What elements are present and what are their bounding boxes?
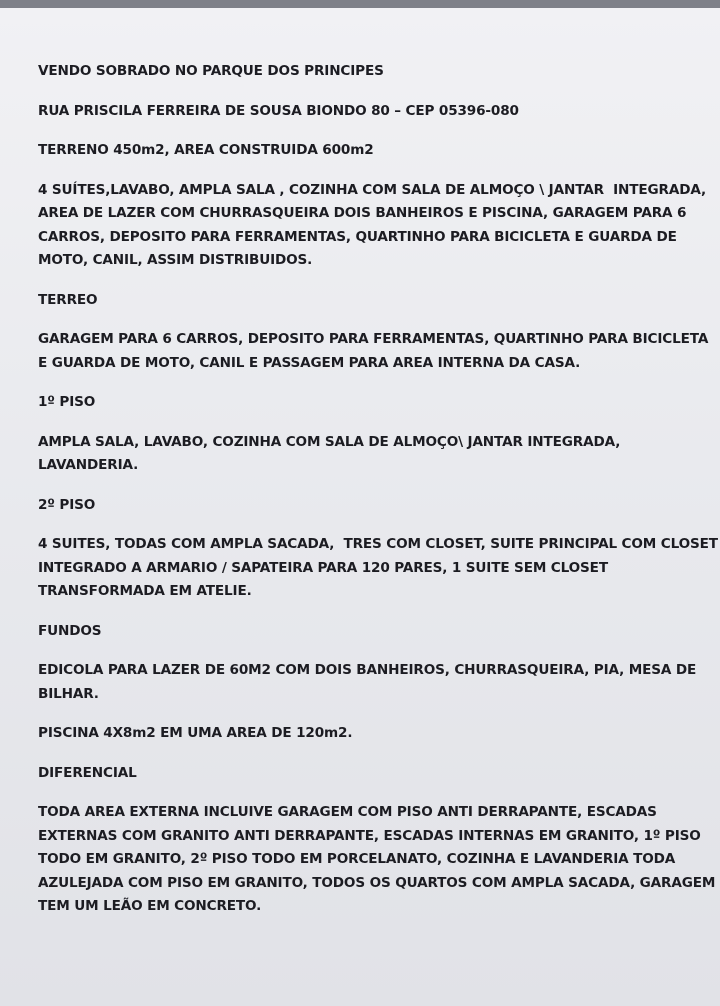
section-line: EDICOLA PARA LAZER DE 60M2 COM DOIS BANHEIROS, CHURRASQUEIRA, PIA, MESA DE — [38, 662, 697, 678]
section-body-1-piso — [38, 431, 720, 478]
listing-area: TERRENO 450m2, AREA CONSTRUIDA 600m2 — [38, 142, 374, 158]
section-line: TODO EM GRANITO, 2º PISO TODO EM PORCELANATO, COZINHA E LAVANDERIA TODA — [38, 851, 676, 867]
section-line: BILHAR. — [38, 685, 99, 702]
listing-document — [38, 60, 720, 935]
section-heading-2-piso: 2º PISO — [38, 496, 96, 513]
paper-sheet — [0, 8, 720, 1006]
summary-line: MOTO, CANIL, ASSIM DISTRIBUIDOS. — [38, 252, 313, 268]
section-line: TEM UM LEÃO EM CONCRETO. — [38, 898, 262, 914]
section-line: INTEGRADO A ARMARIO / SAPATEIRA PARA 120 PARES, 1 SUITE SEM CLOSET — [38, 559, 608, 576]
section-heading-diferencial: DIFERENCIAL — [38, 764, 137, 781]
section-line: AZULEJADA COM PISO EM GRANITO, TODOS OS QUARTOS COM AMPLA SACADA, GARAGEM — [38, 874, 716, 891]
section-heading-terreo: TERREO — [38, 291, 98, 308]
section-line: GARAGEM PARA 6 CARROS, DEPOSITO PARA FERRAMENTAS, QUARTINHO PARA BICICLETA — [38, 331, 709, 347]
section-body-terreo — [38, 328, 720, 375]
listing-title: VENDO SOBRADO NO PARQUE DOS PRINCIPES — [38, 63, 384, 79]
section-body-2-piso — [38, 533, 720, 604]
section-line: TRANSFORMADA EM ATELIE. — [38, 583, 252, 599]
pool-info: PISCINA 4X8m2 EM UMA AREA DE 120m2. — [38, 725, 353, 741]
summary-line: AREA DE LAZER COM CHURRASQUEIRA DOIS BANHEIROS E PISCINA, GARAGEM PARA 6 — [38, 205, 687, 221]
photo-top-edge — [0, 0, 720, 8]
listing-summary — [38, 179, 720, 273]
listing-address: RUA PRISCILA FERREIRA DE SOUSA BIONDO 80 – CEP 05396-080 — [38, 102, 519, 119]
summary-line: CARROS, DEPOSITO PARA FERRAMENTAS, QUARTINHO PARA BICICLETA E GUARDA DE — [38, 228, 677, 245]
section-heading-1-piso: 1º PISO — [38, 394, 96, 410]
section-line: EXTERNAS COM GRANITO ANTI DERRAPANTE, ESCADAS INTERNAS EM GRANITO, 1º PISO — [38, 827, 701, 844]
section-line: E GUARDA DE MOTO, CANIL E PASSAGEM PARA AREA INTERNA DA CASA. — [38, 354, 581, 371]
section-line: TODA AREA EXTERNA INCLUIVE GARAGEM COM PISO ANTI DERRAPANTE, ESCADAS — [38, 804, 657, 820]
section-line: AMPLA SALA, LAVABO, COZINHA COM SALA DE ALMOÇO\ JANTAR INTEGRADA, — [38, 433, 621, 450]
section-line: 4 SUITES, TODAS COM AMPLA SACADA, TRES COM CLOSET, SUITE PRINCIPAL COM CLOSET — [38, 536, 718, 552]
section-heading-fundos: FUNDOS — [38, 622, 102, 639]
summary-line: 4 SUÍTES,LAVABO, AMPLA SALA , COZINHA COM SALA DE ALMOÇO \ JANTAR INTEGRADA, — [38, 181, 706, 198]
section-body-fundos — [38, 659, 720, 706]
section-line: LAVANDERIA. — [38, 457, 139, 473]
section-body-diferencial — [38, 801, 720, 919]
